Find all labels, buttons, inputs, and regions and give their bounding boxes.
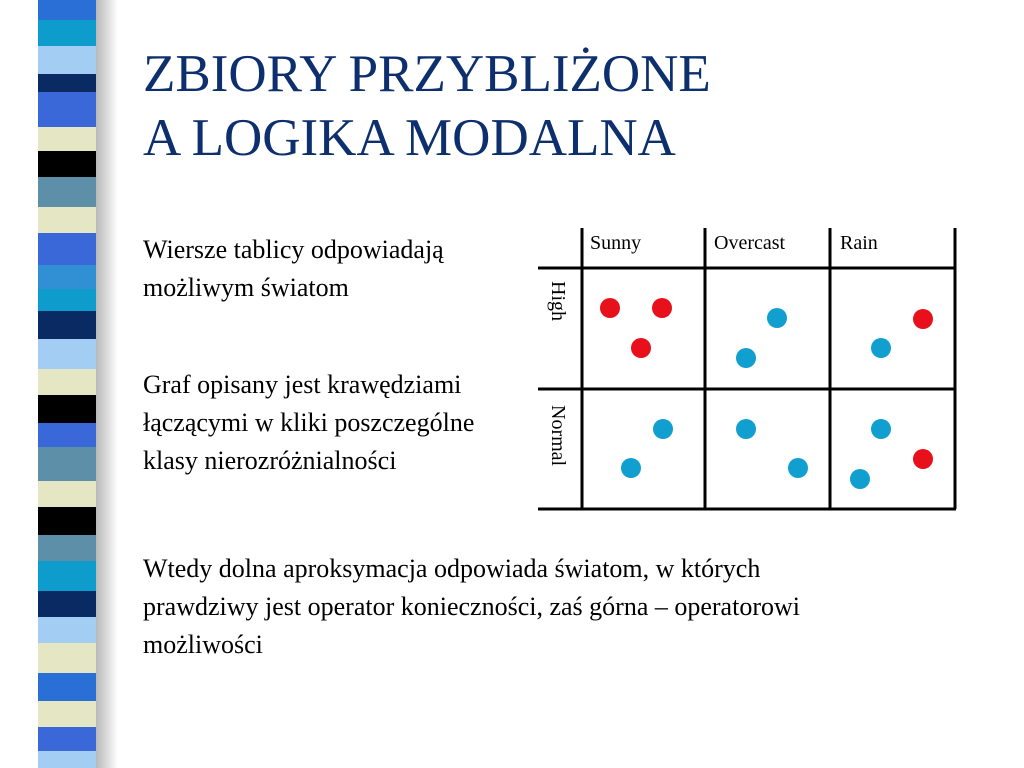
column-header-rain: Rain — [840, 232, 878, 254]
ribbon-stripe — [38, 591, 96, 617]
ribbon-stripe — [38, 727, 96, 751]
ribbon-stripe — [38, 561, 96, 591]
red-dot — [600, 298, 620, 318]
row-header-normal: Normal — [547, 405, 569, 467]
ribbon-stripe — [38, 289, 96, 311]
ribbon-shadow — [96, 0, 118, 768]
table-dots — [600, 298, 933, 489]
ribbon-stripe — [38, 673, 96, 701]
blue-dot — [788, 458, 808, 478]
ribbon-stripe — [38, 339, 96, 369]
blue-dot — [850, 469, 870, 489]
paragraph-approximation: Wtedy dolna aproksymacja odpowiada światom, w których prawdziwy jest operator konieczności, zaś górna – operatorowi możliwości — [143, 554, 800, 659]
ribbon-stripe — [38, 395, 96, 423]
title-line-1: ZBIORY PRZYBLIŻONE — [143, 45, 711, 103]
ribbon-stripe — [38, 0, 96, 20]
blue-dot — [653, 419, 673, 439]
ribbon-stripe — [38, 20, 96, 46]
blue-dot — [621, 458, 641, 478]
ribbon-stripe — [38, 643, 96, 673]
ribbon-stripe — [38, 447, 96, 481]
ribbon-stripe — [38, 535, 96, 561]
table-grid-lines — [538, 228, 956, 509]
red-dot — [913, 309, 933, 329]
red-dot — [913, 449, 933, 469]
ribbon-stripe — [38, 507, 96, 535]
ribbon-stripe — [38, 151, 96, 177]
ribbon-stripe — [38, 46, 96, 74]
column-header-sunny: Sunny — [590, 232, 642, 254]
red-dot — [631, 338, 651, 358]
ribbon-stripe — [38, 751, 96, 768]
ribbon-stripe — [38, 617, 96, 643]
ribbon-stripe — [38, 233, 96, 265]
striped-ribbon — [38, 0, 96, 768]
paragraph-graph: Graf opisany jest krawędziami łączącymi w kliki poszczególne klasy nierozróżnialności — [143, 370, 475, 475]
blue-dot — [736, 419, 756, 439]
blue-dot — [871, 338, 891, 358]
column-header-overcast: Overcast — [714, 232, 786, 254]
ribbon-stripe — [38, 177, 96, 207]
blue-dot — [767, 308, 787, 328]
paragraph-worlds: Wiersze tablicy odpowiadają możliwym światom — [143, 235, 444, 302]
ribbon-stripe — [38, 92, 96, 127]
slide-title — [143, 42, 963, 170]
blue-dot — [871, 419, 891, 439]
ribbon-stripe — [38, 481, 96, 507]
decorative-side-bar — [0, 0, 130, 768]
ribbon-stripe — [38, 265, 96, 289]
ribbon-stripe — [38, 207, 96, 233]
ribbon-stripe — [38, 74, 96, 92]
ribbon-stripe — [38, 127, 96, 151]
worlds-table — [520, 215, 970, 520]
ribbon-stripe — [38, 369, 96, 395]
row-header-high: High — [547, 281, 569, 321]
red-dot — [652, 298, 672, 318]
ribbon-stripe — [38, 311, 96, 339]
ribbon-stripe — [38, 701, 96, 727]
ribbon-stripe — [38, 423, 96, 447]
blue-dot — [736, 348, 756, 368]
title-line-2: A LOGIKA MODALNA — [143, 109, 676, 167]
